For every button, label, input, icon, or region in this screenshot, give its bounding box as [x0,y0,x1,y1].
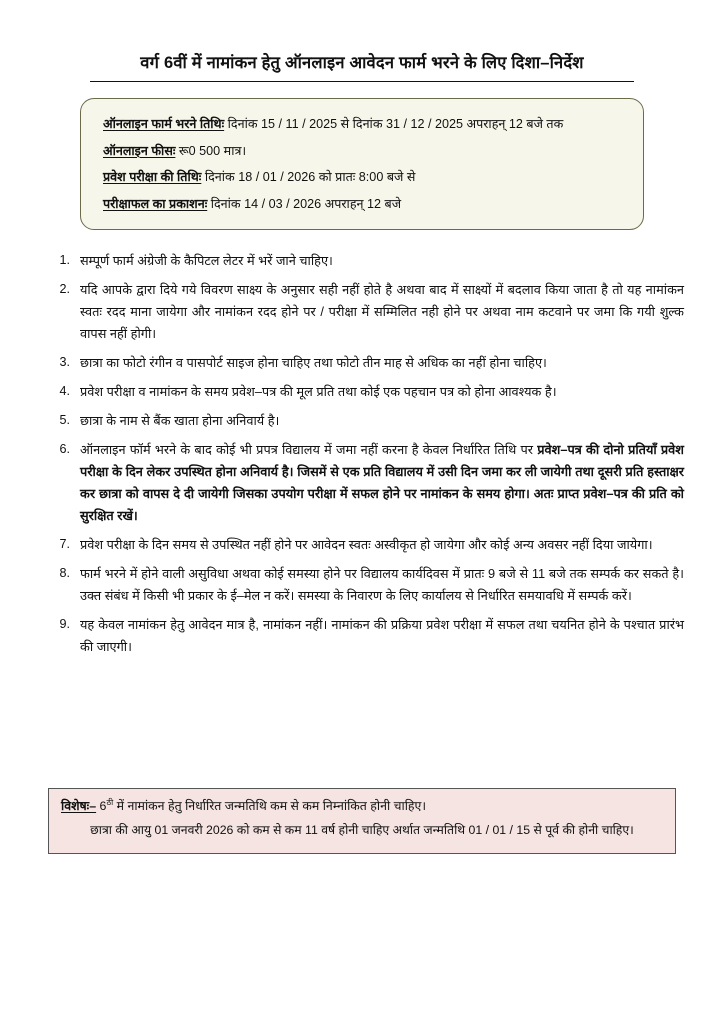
info-label: प्रवेश परीक्षा की तिथिः [103,170,202,185]
list-item-number: 1. [59,253,70,268]
list-item-number: 2. [59,282,70,297]
instructions-list [42,250,684,658]
list-item [42,410,684,432]
list-item-text: यह केवल नामांकन हेतु आवेदन मात्र है, नामांकन नहीं। नामांकन की प्रक्रिया प्रवेश परीक्षा में सफल तथा चयनित होने के पश्चात प्रारंभ की जाएगी। [80,617,684,655]
list-item-number: 3. [59,355,70,370]
list-item-number: 6. [59,442,70,457]
info-value: रू0 500 मात्र। [178,143,247,158]
info-value: दिनांक 18 / 01 / 2026 को प्रातः 8:00 बजे से [204,170,416,185]
info-label: ऑनलाइन फीसः [103,143,176,158]
list-item-text: छात्रा का फोटो रंगीन व पासपोर्ट साइज होना चाहिए तथा फोटो तीन माह से अधिक का नहीं होना चाहिए। [80,355,547,371]
info-label: परीक्षाफल का प्रकाशनः [103,196,208,211]
list-item-text-emphasis: प्रवेश–पत्र की दोनो प्रतियॉं प्रवेश परीक्षा के दिन लेकर उपस्थित होना अनिवार्य है। जिसमें से एक प्रति विद्यालय में उसी दिन जमा कर ली जायेगी तथा दूसरी प्रति हस्ताक्षर कर छात्रा को वापस दे दी जायेगी जिसका उपयोग परीक्षा में सफल होने पर नामांकन के समय होगा। अतः प्राप्त प्रवेश–पत्र की प्रति को सुरक्षित रखें। [80,442,685,524]
list-item-text: प्रवेश परीक्षा के दिन समय से उपस्थित नहीं होने पर आवेदन स्वतः अस्वीकृत हो जायेगा और कोई अन्य अवसर नहीं दिया जायेगा। [80,537,653,553]
title-underline [90,81,634,82]
special-note-label: विशेषः– [61,798,97,813]
info-value: दिनांक 15 / 11 / 2025 से दिनांक 31 / 12 / 2025 अपराहन् 12 बजे तक [227,117,564,132]
list-item-text: फार्म भरने में होने वाली असुविधा अथवा कोई समस्या होने पर विद्यालय कार्यदिवस में प्रातः 9 बजे से 11 बजे तक सम्पर्क कर सकते है। उक्त संबंध में किसी भी प्रकार के ई–मेल न करें। समस्या के निवारण के लिए कार्यालय से निर्धारित समयावधि में सम्पर्क करें। [80,566,684,604]
info-label: ऑनलाइन फार्म भरने तिथिः [103,117,225,132]
info-row-fee [103,142,621,162]
list-item [42,614,684,658]
list-item-text [80,439,684,527]
list-item [42,352,684,374]
special-note-box [48,788,676,854]
list-item-number: 4. [59,384,70,399]
list-item-number: 9. [59,617,70,632]
special-note-rest: में नामांकन हेतु निर्धारित जन्मतिथि कम से कम निम्नांकित होनी चाहिए। [113,798,427,813]
list-item-number: 8. [59,566,70,581]
info-row-exam-date [103,168,621,188]
list-item-text: प्रवेश परीक्षा व नामांकन के समय प्रवेश–पत्र की मूल प्रति तथा कोई एक पहचान पत्र को होना आवश्यक है। [80,384,557,400]
list-item [42,250,684,272]
info-value: दिनांक 14 / 03 / 2026 अपराहन् 12 बजे [210,196,402,211]
list-item [42,439,684,527]
special-note-superscript: ठी [106,797,114,807]
list-item-text-plain: ऑनलाइन फॉर्म भरने के बाद कोई भी प्रपत्र विद्यालय में जमा नहीं करना है केवल निर्धारित तिथि पर [80,442,538,458]
list-item [42,563,684,607]
list-item-number: 7. [59,537,70,552]
list-item [42,534,684,556]
list-item [42,279,684,345]
list-item-number: 5. [59,413,70,428]
list-item-text: छात्रा के नाम से बैंक खाता होना अनिवार्य है। [80,413,280,429]
list-item [42,381,684,403]
key-dates-box [80,98,644,230]
info-row-form-dates [103,115,621,135]
list-item-text: सम्पूर्ण फार्म अंग्रेजी के कैपिटल लेटर में भरें जाने चाहिए। [80,253,333,269]
special-note-line-1 [61,797,663,816]
list-item-text: यदि आपके द्वारा दिये गये विवरण साक्ष्य के अनुसार सही नहीं होते है अथवा बाद में साक्ष्यों में बदलाव किया जाता है तो यह नामांकन स्वतः रदद माना जायेगा और नामांकन रदद होने पर / परीक्षा में सम्मिलित नही होने पर अथवा नाम कटवाने पर जमा कि गयी शुल्क वापस नहीं होगी। [80,282,684,342]
page-title: वर्ग 6वीं में नामांकन हेतु ऑनलाइन आवेदन फार्म भरने के लिए दिशा–निर्देश [140,54,584,72]
special-note-line-2: छात्रा की आयु 01 जनवरी 2026 को कम से कम 11 वर्ष होनी चाहिए अर्थात जन्मतिथि 01 / 01 / 15 से पूर्व की होनी चाहिए। [90,823,634,838]
special-note-prefix: 6 [96,798,107,813]
info-row-result-date [103,195,621,215]
